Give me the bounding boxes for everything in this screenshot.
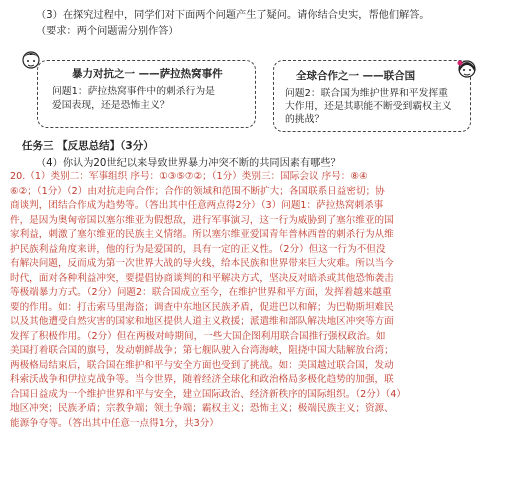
- answer-line: 时代，面对各种利益冲突，要提倡协商谈判的和平解决方式，坚决反对暗杀或其他恐怖袭击: [10, 272, 394, 284]
- answer-line: 家利益，刺激了塞尔维亚的民族主义情绪。所以塞尔维亚爱国青年普林西普的刺杀行为从维: [10, 229, 394, 240]
- box-right-title: 全球合作之一 ——联合国: [296, 70, 416, 82]
- answer-line: ⑥②；（1分）（2）由对抗走向合作；合作的领域和范围不断扩大；各国联系日益密切；协: [10, 185, 385, 197]
- answer-line: 以及其他遭受自然灾害的国家和地区提供人道主义救援；派遣维和部队解决地区冲突等方面: [10, 316, 394, 327]
- answer-line: 地区冲突；民族矛盾；宗教争端；领土争端；霸权主义；恐怖主义；极端民族主义；资源、: [10, 403, 394, 414]
- answer-line: 要的作用。如：打击索马里海盗；调查中东地区民族矛盾，促进巴以和解；为巴勒斯坦难民: [10, 301, 394, 313]
- answer-line: 20.（1）类别二：军事组织 序号：①③⑤⑦②；（1分）类别三：国际会议 序号：⑧④: [10, 171, 368, 182]
- task3-title: 任务三 【反思总结】（3分）: [22, 140, 154, 152]
- answer-line: 美国打着联合国的旗号，发动朝鲜战争；第七舰队驶入台湾海峡，阻挠中国大陆解放台湾；: [10, 345, 394, 356]
- task3-question: （4）你认为20世纪以来导致世界暴力冲突不断的共同因素有哪些？: [36, 158, 341, 169]
- answer-line: 件，是因为奥匈帝国以塞尔维亚为假想敌，进行军事演习，这一行为威胁到了塞尔维亚的国: [10, 214, 394, 226]
- answer-line: 有解决问题，反而成为第一次世界大战的导火线，给本民族和世界带来巨大灾难。所以当今: [10, 258, 394, 269]
- box-right-line-2: 大作用，还是其职能不断受到霸权主义: [285, 101, 452, 112]
- answer-line: 两极格局结束后，联合国在维护和平与安全方面也受到了挑战。如：美国越过联合国，发动: [10, 359, 394, 371]
- answer-line: 等极端暴力方式。（2分）问题2：联合国成立至今，在维护世界和平方面，发挥着越来越重: [10, 287, 392, 298]
- box-left-line-1: 问题1：萨拉热窝事件中的刺杀行为是: [52, 86, 215, 97]
- intro-line-2: （要求：两个问题需分别作答）: [36, 26, 179, 37]
- box-right-line-3: 的挑战？: [285, 114, 325, 125]
- answer-line: 护民族利益角度来讲，他的行为是爱国的，具有一定的正义性。（2分）但这一行为不但没: [10, 243, 386, 255]
- answer-line: 合国日益成为一个维护世界和平与安全，建立国际政治、经济新秩序的国际组织。（2分）（4）: [10, 388, 406, 400]
- student-boy-icon: [20, 48, 42, 70]
- intro-line-1: （3）在探究过程中，同学们对下面两个问题产生了疑问。请你结合史实，帮他们解答。: [36, 10, 430, 21]
- box-left-line-2: 爱国表现，还是恐怖主义？: [52, 100, 170, 111]
- box-left-title: 暴力对抗之一 ——萨拉热窝事件: [72, 68, 223, 80]
- answer-line: 科索沃战争和伊拉克战争等。当今世界，随着经济全球化和政治格局多极化趋势的加强，联: [10, 374, 394, 385]
- student-girl-icon: [456, 57, 478, 79]
- box-right-line-1: 问题2：联合国为维护世界和平发挥重: [285, 88, 448, 99]
- answer-line: 能源争夺等。（答出其中任意一点得1分，共3分）: [10, 417, 219, 429]
- answer-block: [10, 170, 500, 431]
- answer-line: 发挥了积极作用。（2分）但在两极对峙期间，一些大国企图利用联合国推行强权政治。如: [10, 330, 386, 342]
- answer-line: 商谈判，团结合作成为趋势等。（答出其中任意两点得2分）（3）问题1：萨拉热窝刺杀事: [10, 200, 384, 211]
